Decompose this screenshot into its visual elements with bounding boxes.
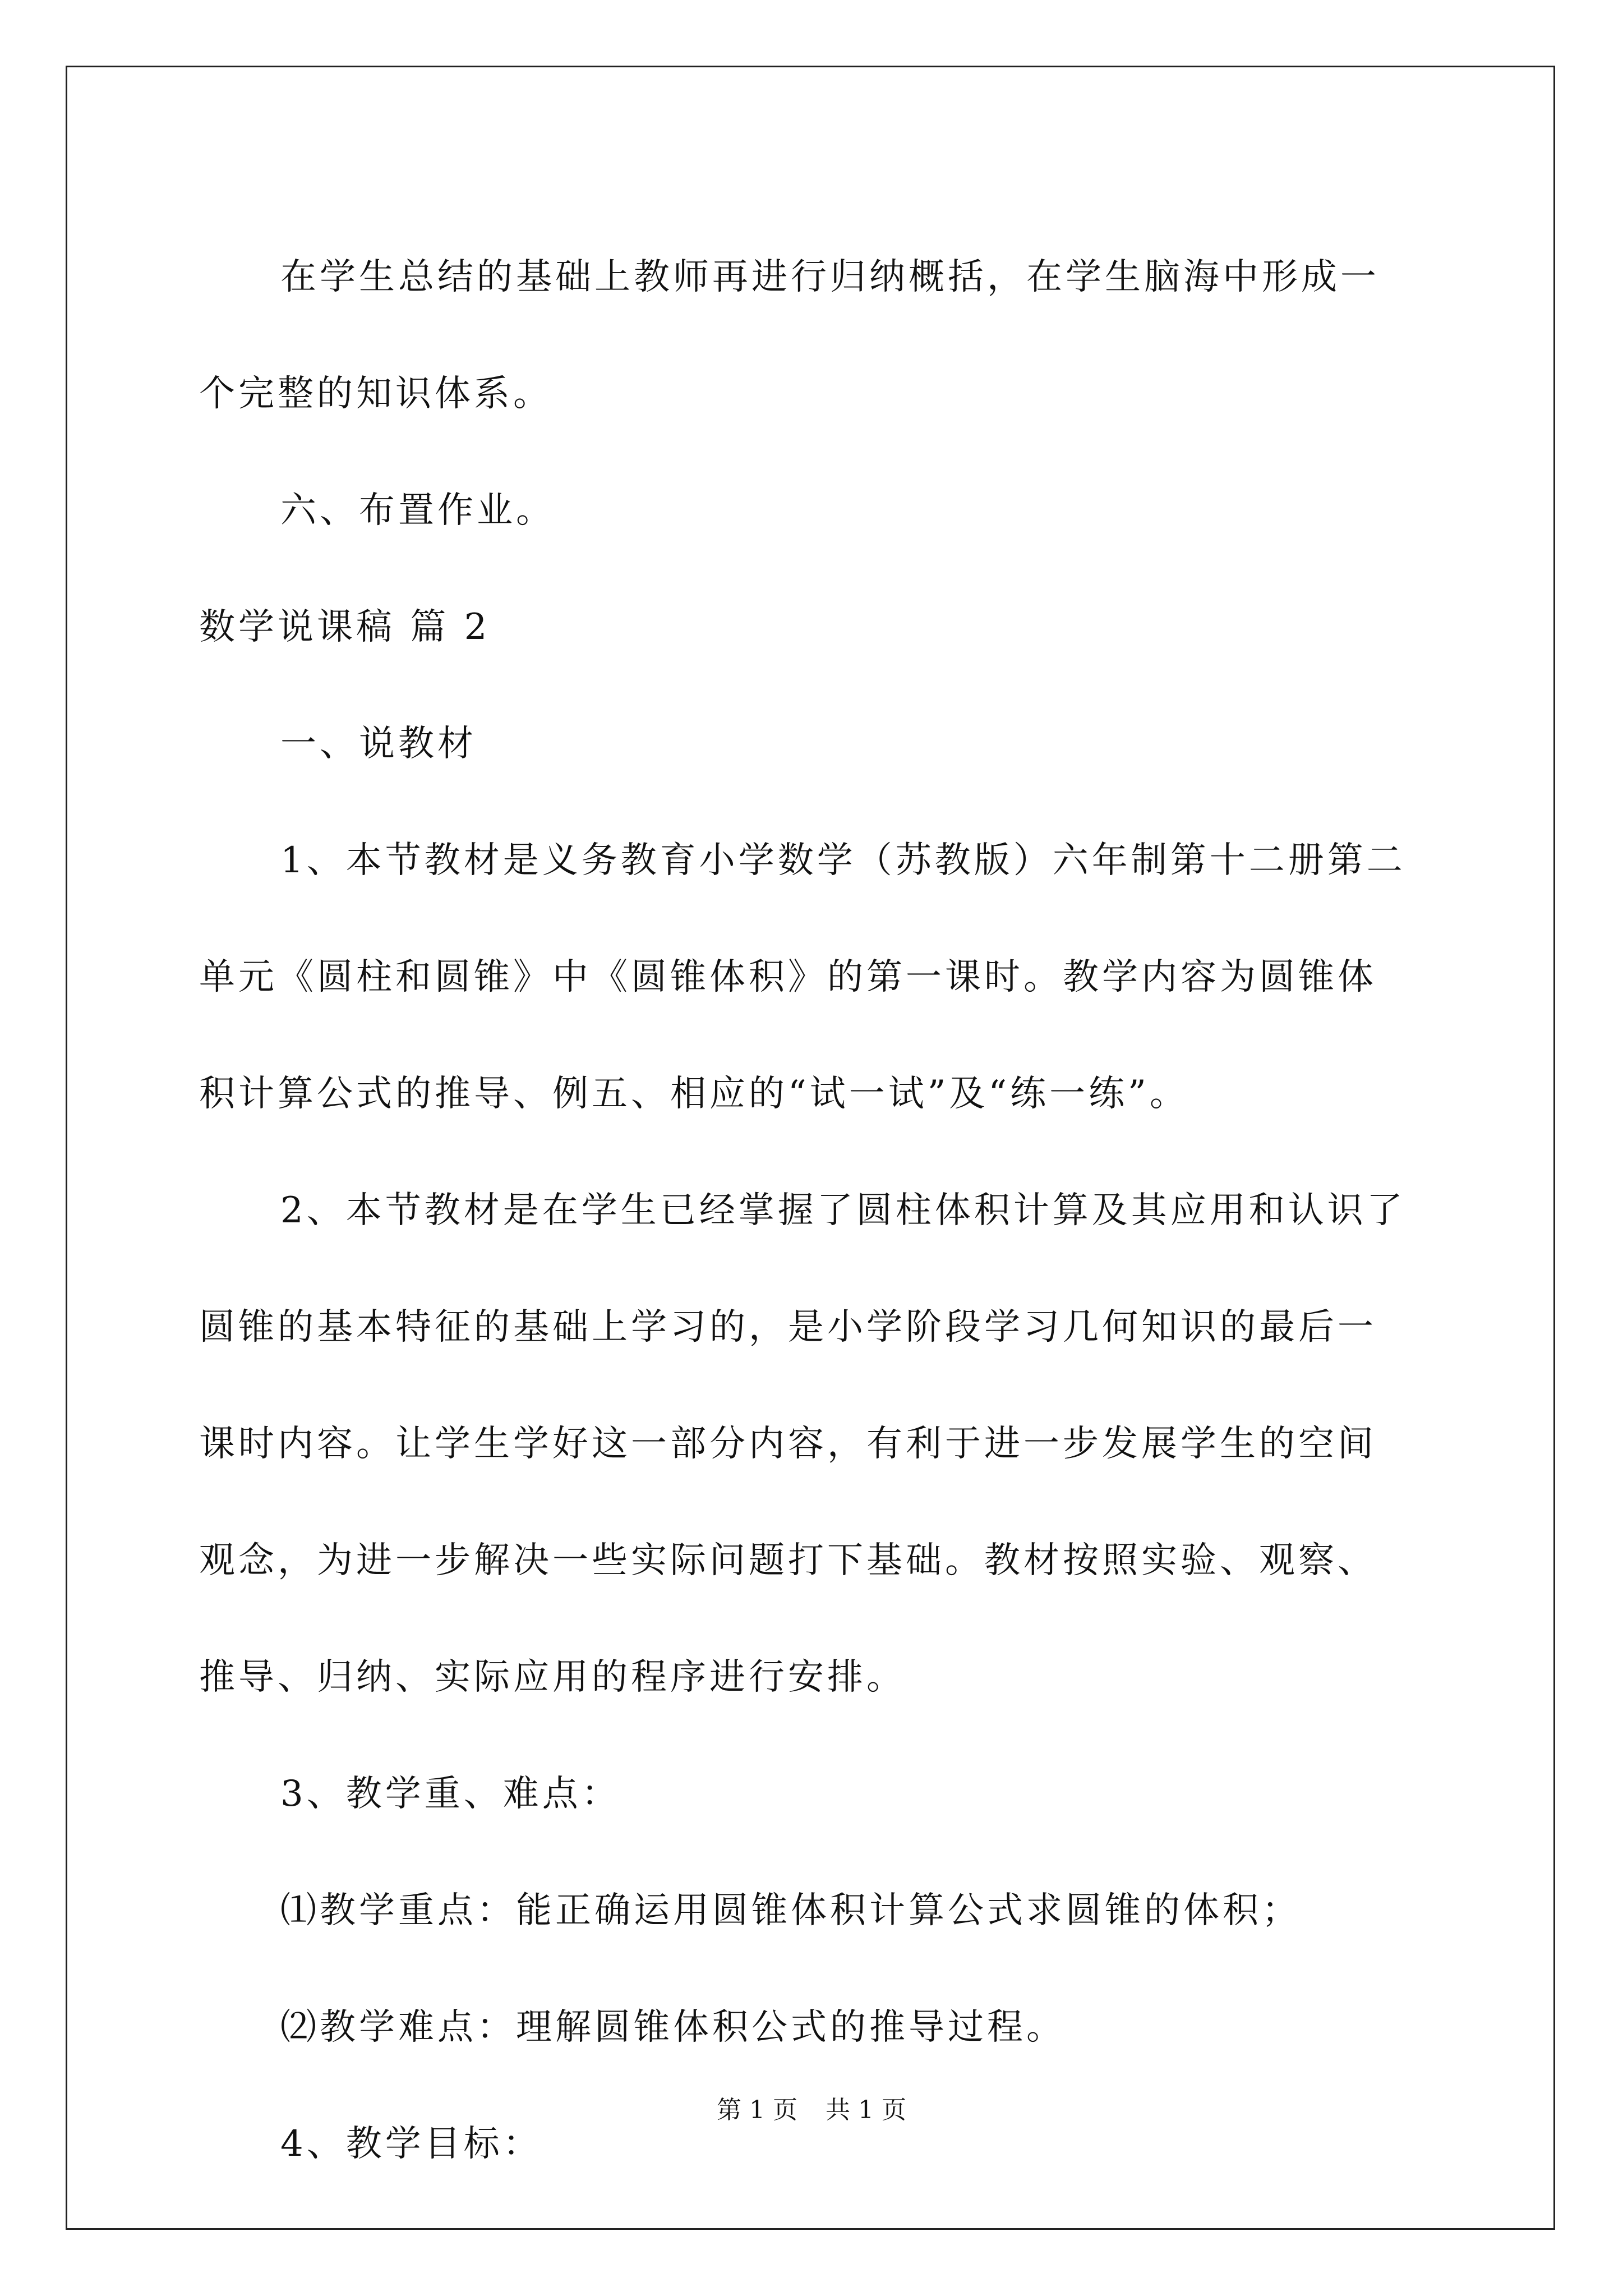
paragraph-line: 积计算公式的推导、例五、相应的“试一试”及“练一练”。 [199, 1073, 1189, 1115]
list-item: ⑵教学难点：理解圆锥体积公式的推导过程。 [280, 2007, 1066, 2048]
section-heading: 六、布置作业。 [280, 490, 555, 531]
section-heading: 一、说教材 [280, 723, 477, 765]
list-item: ⑴教学重点：能正确运用圆锥体积计算公式求圆锥的体积； [280, 1890, 1301, 1931]
paragraph-line: 圆锥的基本特征的基础上学习的，是小学阶段学习几何知识的最后一 [199, 1306, 1377, 1348]
document-body [199, 219, 1433, 2202]
paragraph-line: 课时内容。让学生学好这一部分内容，有利于进一步发展学生的空间 [199, 1423, 1377, 1465]
paragraph-line: 观念，为进一步解决一些实际问题打下基础。教材按照实验、观察、 [199, 1540, 1377, 1581]
paragraph-line: 推导、归纳、实际应用的程序进行安排。 [199, 1657, 906, 1698]
paragraph-line: 单元《圆柱和圆锥》中《圆锥体积》的第一课时。教学内容为圆锥体 [199, 956, 1377, 998]
section-heading: 3、教学重、难点： [280, 1773, 621, 1815]
section-heading: 4、教学目标： [280, 2123, 542, 2165]
page-number-total: 共 1 页 [826, 2096, 906, 2124]
paragraph-line: 个完整的知识体系。 [199, 373, 552, 415]
paragraph-line: 1、本节教材是义务教育小学数学（苏教版）六年制第十二册第二 [280, 840, 1406, 881]
page-footer [0, 2093, 1623, 2127]
page-number-current: 第 1 页 [717, 2096, 797, 2124]
paragraph-line: 在学生总结的基础上教师再进行归纳概括，在学生脑海中形成一 [280, 256, 1380, 298]
paragraph-line: 2、本节教材是在学生已经掌握了圆柱体积计算及其应用和认识了 [280, 1190, 1406, 1231]
document-title: 数学说课稿 篇 2 [199, 606, 491, 648]
